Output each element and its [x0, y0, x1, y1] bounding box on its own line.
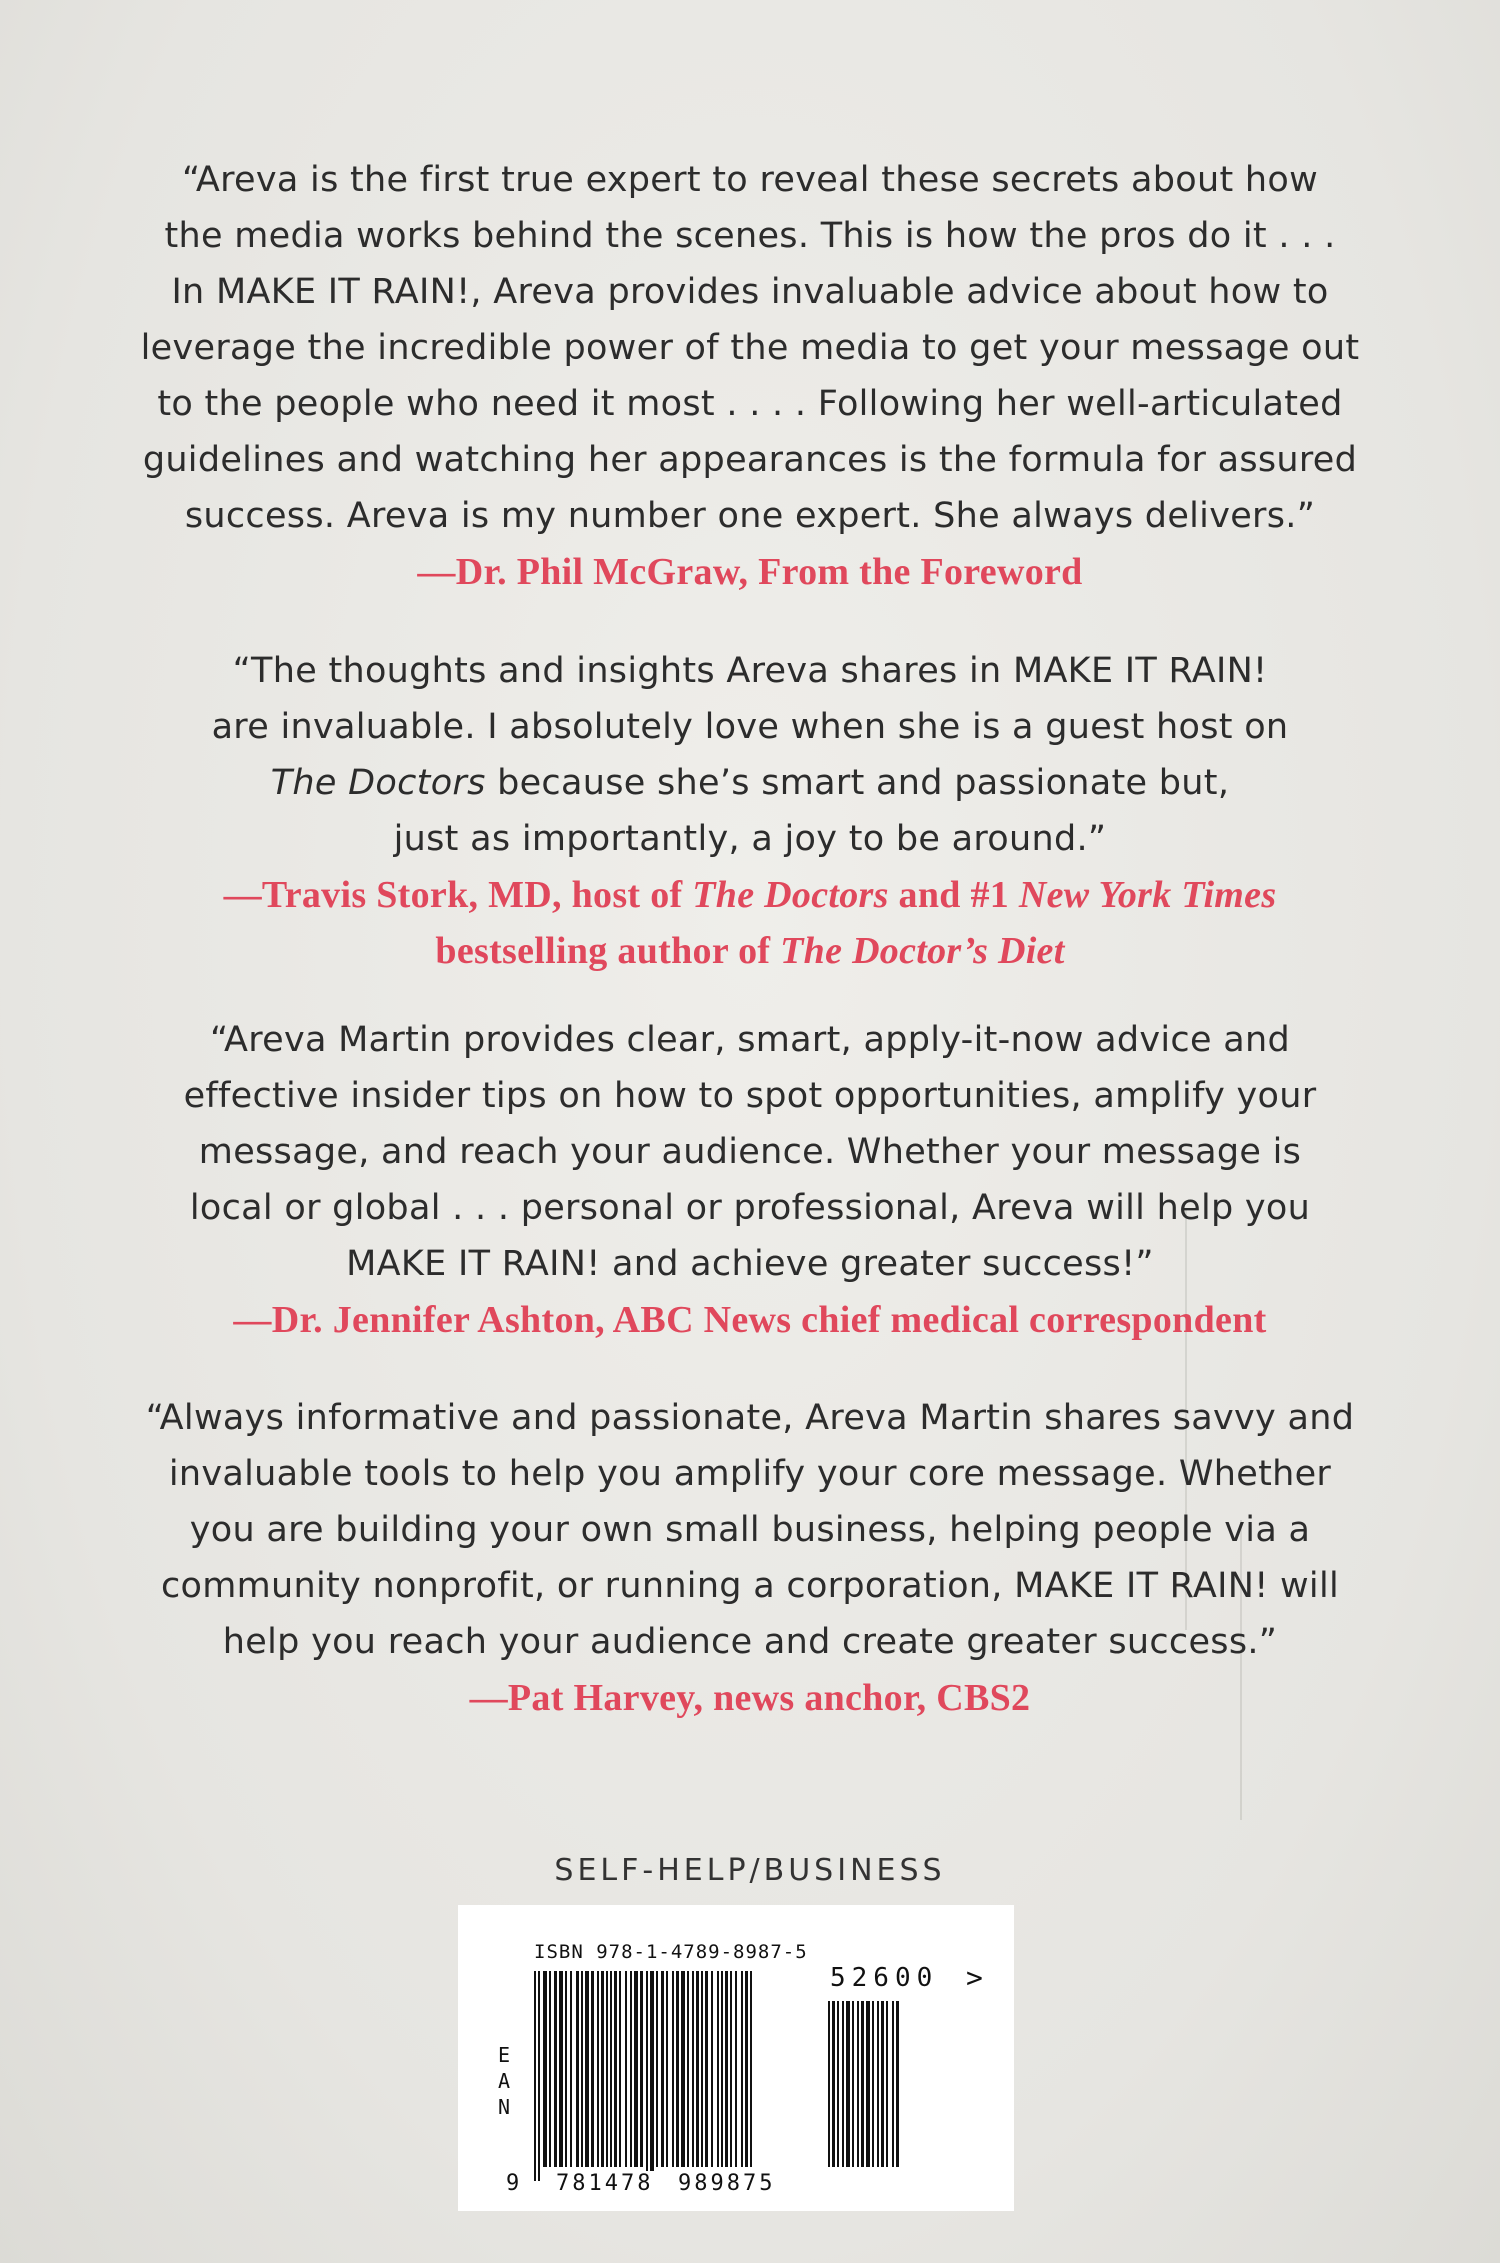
blurb-line: In MAKE IT RAIN!, Areva provides invaluable advice about how to [171, 272, 1329, 312]
attribution-book-title: The Doctor’s Diet [780, 930, 1065, 972]
blurb-travis-stork [90, 643, 1410, 979]
barcode-bar [619, 1971, 621, 2167]
barcode-bar [672, 1971, 674, 2167]
barcode-bar [842, 2001, 844, 2167]
category-label: SELF-HELP/BUSINESS [554, 1853, 946, 1888]
barcode-bar [534, 1971, 536, 2181]
blurb-line: message, and reach your audience. Whether your message is [198, 1132, 1302, 1172]
ean-barcode [534, 1971, 796, 2181]
barcode-bar [625, 1971, 627, 2167]
blurb-pat-harvey [90, 1390, 1410, 1726]
barcode-bar [861, 2001, 864, 2167]
attribution [90, 923, 1410, 979]
barcode-bar [681, 1971, 685, 2167]
barcode-bar [837, 2001, 839, 2167]
barcode-bar [735, 1971, 737, 2167]
barcode-bar [676, 1971, 679, 2167]
barcode-bar [610, 1971, 612, 2167]
blurb-line: to the people who need it most . . . . Following her well-articulated [157, 384, 1343, 424]
blurb-line [90, 755, 1410, 811]
barcode-bar [646, 1971, 648, 2181]
blurb-line: MAKE IT RAIN! and achieve greater success!” [346, 1244, 1154, 1284]
blurb-line: “Areva is the first true expert to reveal these secrets about how [181, 160, 1319, 200]
barcode-bar [721, 1971, 723, 2167]
barcode-bar [857, 2001, 859, 2167]
barcode-bar [585, 1971, 589, 2167]
barcode-bar [896, 2001, 899, 2167]
barcode-bar [559, 1971, 563, 2167]
barcode-bar [750, 1971, 752, 2167]
blurb-jennifer-ashton [90, 1012, 1410, 1348]
barcode-bar [630, 1971, 632, 2167]
barcode-bar [565, 1971, 567, 2167]
barcode-bar [832, 2001, 835, 2167]
barcode-bar [687, 1971, 689, 2167]
barcode-bar [745, 1971, 748, 2167]
attribution: —Dr. Jennifer Ashton, ABC News chief medical correspondent [233, 1299, 1267, 1341]
blurb-line: “The thoughts and insights Areva shares in MAKE IT RAIN! [232, 651, 1268, 691]
barcode-bar [538, 1971, 540, 2181]
quiet-zone-arrow: > [966, 1961, 983, 1994]
isbn-number: ISBN 978-1-4789-8987-5 [534, 1941, 808, 1963]
barcode-bar [725, 1971, 728, 2167]
barcode-bar [554, 1971, 557, 2167]
barcode-bar [696, 1971, 699, 2167]
barcode-left-digits: 781478 [556, 2171, 654, 2196]
barcode-bar [701, 1971, 703, 2167]
barcode-bar [581, 1971, 583, 2167]
barcode-bar [846, 2001, 850, 2167]
blurb-line: guidelines and watching her appearances is the formula for assured [142, 440, 1358, 480]
barcode-bar [741, 1971, 743, 2167]
barcode-bar [886, 2001, 888, 2167]
barcode-bar [877, 2001, 879, 2167]
blurb-line-rest: because she’s smart and passionate but, [485, 763, 1230, 803]
barcode-lead-digit: 9 [506, 2171, 520, 2196]
barcode-bar [661, 1971, 664, 2167]
attribution-show-title: The Doctors [692, 874, 889, 916]
attribution-part: bestselling author of [435, 930, 781, 972]
blurb-line: local or global . . . personal or professional, Areva will help you [189, 1188, 1311, 1228]
blurb-line: just as importantly, a joy to be around.” [393, 819, 1107, 859]
blurb-line: you are building your own small business, helping people via a [189, 1510, 1311, 1550]
barcode-bar [852, 2001, 854, 2167]
attribution: —Dr. Phil McGraw, From the Foreword [417, 551, 1083, 593]
barcode-bar [640, 1971, 643, 2167]
barcode-bar [866, 2001, 870, 2167]
barcode-bar [543, 1971, 547, 2167]
barcode-bar [892, 2001, 894, 2167]
barcode-right-digits: 989875 [678, 2171, 776, 2196]
blurb-line: effective insider tips on how to spot opportunities, amplify your [183, 1076, 1317, 1116]
barcode-bar [666, 1971, 668, 2167]
price-code: 52600 [830, 1963, 939, 1993]
barcode-bar [711, 1971, 713, 2167]
barcode-bar [692, 1971, 694, 2167]
blurb-line: help you reach your audience and create greater success.” [222, 1622, 1278, 1662]
barcode-bar [881, 2001, 884, 2167]
barcode-bar [601, 1971, 604, 2167]
barcode-bar [656, 1971, 658, 2167]
barcode-bar [705, 1971, 708, 2167]
blurb-line: “Areva Martin provides clear, smart, apply-it-now advice and [210, 1020, 1290, 1060]
blurb-line: “Always informative and passionate, Areva Martin shares savvy and [145, 1398, 1355, 1438]
barcode-bar [549, 1971, 551, 2167]
barcode-bar [606, 1971, 608, 2167]
addon-barcode [828, 2001, 946, 2181]
blurb-phil-mcgraw [90, 152, 1410, 600]
barcode-bar [828, 2001, 830, 2167]
barcode-bar [730, 1971, 732, 2167]
barcode-bar [570, 1971, 572, 2167]
attribution-part: —Travis Stork, MD, host of [223, 874, 693, 916]
barcode-bar [634, 1971, 638, 2167]
barcode-bar [597, 1971, 599, 2167]
attribution [90, 867, 1410, 923]
attribution-part: and #1 [888, 874, 1019, 916]
barcode-bar [614, 1971, 617, 2167]
attribution: —Pat Harvey, news anchor, CBS2 [469, 1677, 1031, 1719]
blurb-line: community nonprofit, or running a corporation, MAKE IT RAIN! will [160, 1566, 1339, 1606]
barcode-label [458, 1905, 1014, 2211]
blurb-line: invaluable tools to help you amplify your core message. Whether [168, 1454, 1332, 1494]
blurb-line: success. Areva is my number one expert. She always delivers.” [184, 496, 1316, 536]
blurb-line: leverage the incredible power of the media to get your message out [140, 328, 1360, 368]
barcode-bar [872, 2001, 874, 2167]
ean-label: EAN [492, 2043, 516, 2121]
barcode-bar [717, 1971, 719, 2167]
attribution-publication: New York Times [1018, 874, 1277, 916]
barcode-bar [576, 1971, 579, 2167]
blurb-line: are invaluable. I absolutely love when she is a guest host on [211, 707, 1289, 747]
barcode-bar [591, 1971, 594, 2167]
blurb-line: the media works behind the scenes. This is how the pros do it . . . [164, 216, 1336, 256]
show-title: The Doctors [270, 763, 486, 803]
barcode-bar [650, 1971, 654, 2181]
